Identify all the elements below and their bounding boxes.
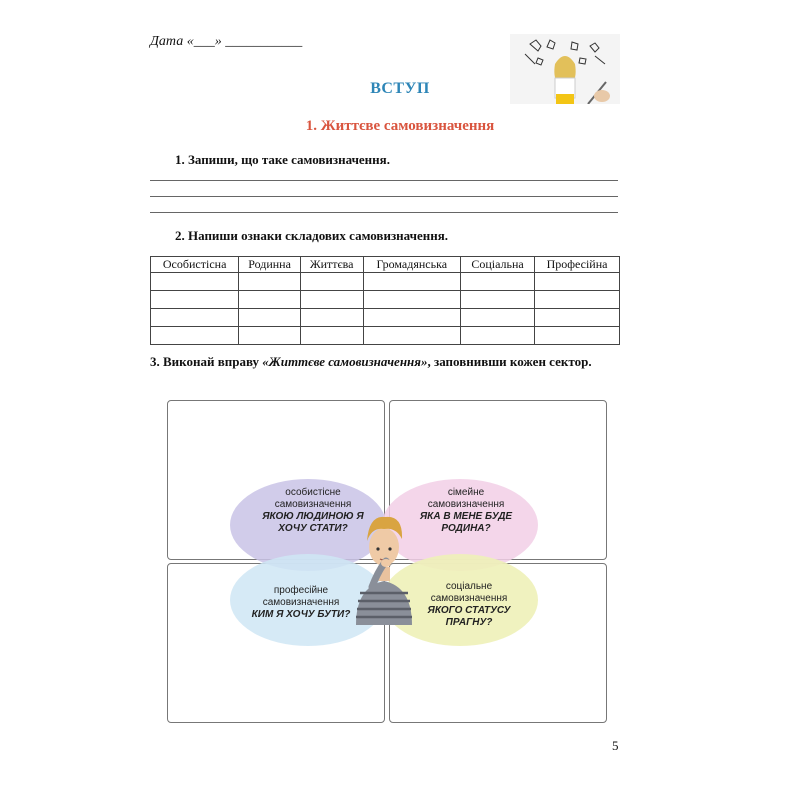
table-cell[interactable] [535,291,620,309]
venn-social-label2: самовизначення [430,593,508,604]
venn-family-question2: РОДИНА? [441,523,491,534]
table-header-row [151,257,620,273]
venn-social-question1: ЯКОГО СТАТУСУ [427,605,511,616]
answer-line-1[interactable] [150,180,618,181]
header-civic: Громадянська [363,257,460,273]
venn-personal-text [238,487,388,535]
table-cell[interactable] [363,309,460,327]
signs-table [150,256,620,345]
task-3-suffix: , заповнивши кожен сектор. [427,354,592,369]
venn-personal-question1: ЯКОЮ ЛЮДИНОЮ Я [262,511,364,522]
venn-family-text [406,487,526,535]
venn-personal-label2: самовизначення [274,499,352,510]
venn-personal-question2: ХОЧУ СТАТИ? [278,523,348,534]
table-cell[interactable] [535,327,620,345]
task-3-prefix: 3. Виконай вправу [150,354,263,369]
answer-line-2[interactable] [150,196,618,197]
table-cell[interactable] [151,327,239,345]
venn-family-label2: самовизначення [427,499,505,510]
table-cell[interactable] [239,309,301,327]
table-cell[interactable] [461,309,535,327]
table-cell[interactable] [239,291,301,309]
header-personal: Особистісна [151,257,239,273]
task-2-heading: 2. Напиши ознаки складових самовизначення. [175,228,449,243]
table-cell[interactable] [461,273,535,291]
date-field: Дата «___» ___________ [150,34,303,49]
venn-diagram [228,475,540,650]
table-cell[interactable] [239,273,301,291]
venn-professional-question1: КИМ Я ХОЧУ БУТИ? [251,609,351,620]
venn-social-question2: ПРАГНУ? [445,617,493,628]
table-row [151,291,620,309]
table-cell[interactable] [363,291,460,309]
table-cell[interactable] [300,309,363,327]
venn-family-question1: ЯКА В МЕНЕ БУДЕ [419,511,513,522]
table-row [151,309,620,327]
table-cell[interactable] [461,327,535,345]
venn-social-label1: соціальне [445,581,493,592]
page-number: 5 [612,738,619,753]
task-3-heading [150,353,620,371]
table-cell[interactable] [300,327,363,345]
task-1-heading: 1. Запиши, що таке самовизначення. [175,152,390,167]
venn-family-label1: сімейне [447,487,485,498]
header-social: Соціальна [461,257,535,273]
venn-professional-label2: самовизначення [262,597,340,608]
header-family: Родинна [239,257,301,273]
table-cell[interactable] [300,273,363,291]
table-cell[interactable] [239,327,301,345]
answer-line-3[interactable] [150,212,618,213]
table-cell[interactable] [151,309,239,327]
venn-professional-text [236,585,366,621]
venn-personal-label1: особистісне [285,487,341,498]
venn-social-text [410,581,528,629]
table-row [151,273,620,291]
table-cell[interactable] [535,273,620,291]
table-cell[interactable] [151,273,239,291]
table-row [151,327,620,345]
header-professional: Професійна [535,257,620,273]
table-cell[interactable] [461,291,535,309]
table-cell[interactable] [363,327,460,345]
header-life: Життєва [300,257,363,273]
task-3-exercise-name: «Життєве самовизначення» [262,354,428,369]
venn-professional-label1: професійне [273,585,329,596]
table-cell[interactable] [300,291,363,309]
table-cell[interactable] [535,309,620,327]
table-cell[interactable] [151,291,239,309]
page-title: ВСТУП [370,80,430,97]
section-title: 1. Життєве самовизначення [305,118,495,134]
table-cell[interactable] [363,273,460,291]
